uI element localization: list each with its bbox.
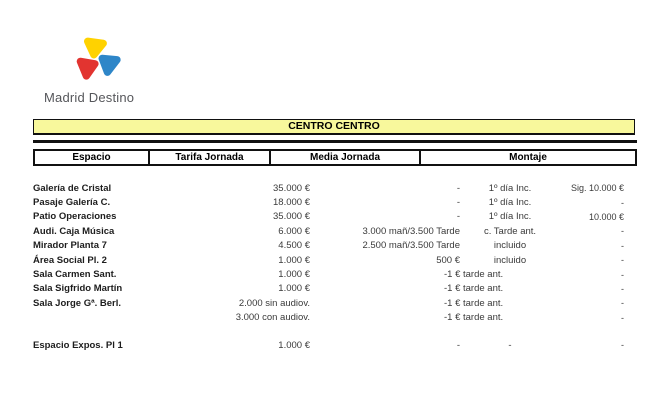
cell-montaje-right: - (621, 226, 624, 237)
table-row (33, 210, 637, 224)
cell-montaje-right: - (621, 255, 624, 266)
cell-tarifa: 35.000 € (273, 182, 310, 194)
cell-montaje-left: 1º día Inc. (488, 182, 532, 194)
table-row (33, 311, 637, 325)
table-row (33, 181, 637, 195)
logo-pinwheel-icon (72, 33, 122, 85)
cell-montaje-left: 1º día Inc. (488, 211, 532, 223)
table-header-row (33, 149, 637, 166)
cell-montaje-right: - (621, 269, 624, 280)
cell-espacio: Área Social Pl. 2 (33, 254, 107, 266)
cell-media-jornada: - (456, 182, 460, 194)
table-row (33, 267, 637, 281)
cell-espacio: Sala Carmen Sant. (33, 269, 117, 281)
cell-media-jornada: - (456, 211, 460, 223)
cell-media-jornada: - (456, 197, 460, 209)
cell-tarifa: 1.000 € (278, 254, 310, 266)
cell-media-jornada: 3.000 mañ/3.500 Tarde (362, 225, 460, 237)
table-row (33, 282, 637, 296)
cell-espacio: Espacio Expos. Pl 1 (33, 339, 123, 351)
cell-tarifa: 35.000 € (273, 211, 310, 223)
cell-montaje-left: incluido (493, 254, 527, 266)
cell-tarifa: 2.000 sin audiov. (238, 297, 310, 309)
cell-montaje-right: 10.000 € (588, 211, 624, 222)
header-tarifa-jornada: Tarifa Jornada (150, 151, 271, 164)
cell-espacio: Galería de Cristal (33, 182, 112, 194)
separator-rule (33, 140, 637, 143)
cell-montaje-left: 1º día Inc. (488, 197, 532, 209)
cell-montaje-left: - (508, 339, 512, 351)
table-row (33, 338, 637, 352)
cell-montaje-right: Sig. 10.000 € (570, 183, 624, 194)
cell-montaje-right: - (621, 298, 624, 309)
cell-espacio: Patio Operaciones (33, 211, 117, 223)
cell-tarifa: 4.500 € (278, 240, 310, 252)
logo-petal-red (79, 56, 99, 76)
document-title-bar: CENTRO CENTRO (33, 119, 635, 135)
cell-montaje-left: -1 € tarde ant. (444, 297, 504, 309)
header-montaje: Montaje (509, 152, 547, 163)
cell-montaje-right: - (621, 197, 624, 208)
header-media-jornada: Media Jornada (271, 151, 421, 164)
cell-montaje-left: c. Tarde ant. (483, 225, 537, 237)
table-row (33, 195, 637, 209)
cell-montaje-right: - (621, 283, 624, 294)
table-body (33, 181, 637, 352)
cell-espacio: Sala Jorge Gª. Berl. (33, 297, 121, 309)
cell-tarifa: 6.000 € (278, 225, 310, 237)
cell-tarifa: 3.000 con audiov. (235, 312, 310, 324)
header-espacio: Espacio (35, 151, 150, 164)
cell-tarifa: 1.000 € (278, 269, 310, 281)
cell-tarifa: 18.000 € (273, 197, 310, 209)
cell-tarifa: 1.000 € (278, 339, 310, 351)
cell-montaje-right: - (621, 340, 624, 351)
cell-montaje-right: - (621, 312, 624, 323)
cell-tarifa: 1.000 € (278, 283, 310, 295)
cell-media-jornada: - (456, 339, 460, 351)
cell-espacio: Audi. Caja Música (33, 225, 115, 237)
cell-espacio: Mirador Planta 7 (33, 240, 107, 252)
cell-espacio: Sala Sigfrido Martín (33, 283, 123, 295)
table-row (33, 296, 637, 310)
cell-montaje-left: incluido (493, 240, 527, 252)
cell-espacio: Pasaje Galería C. (33, 197, 111, 209)
cell-montaje-right: - (621, 240, 624, 251)
table-row (33, 253, 637, 267)
table-row (33, 224, 637, 238)
cell-montaje-left: -1 € tarde ant. (444, 283, 504, 295)
cell-montaje-left: -1 € tarde ant. (444, 312, 504, 324)
madrid-destino-logo-icon (72, 33, 122, 90)
table-row (33, 239, 637, 253)
cell-media-jornada: 2.500 mañ/3.500 Tarde (362, 240, 460, 252)
cell-montaje-left: -1 € tarde ant. (444, 269, 504, 281)
cell-media-jornada: 500 € (436, 254, 460, 266)
logo-petal-yellow (88, 41, 104, 55)
logo-petal-blue (97, 53, 117, 73)
logo-wordmark: Madrid Destino (44, 90, 135, 105)
